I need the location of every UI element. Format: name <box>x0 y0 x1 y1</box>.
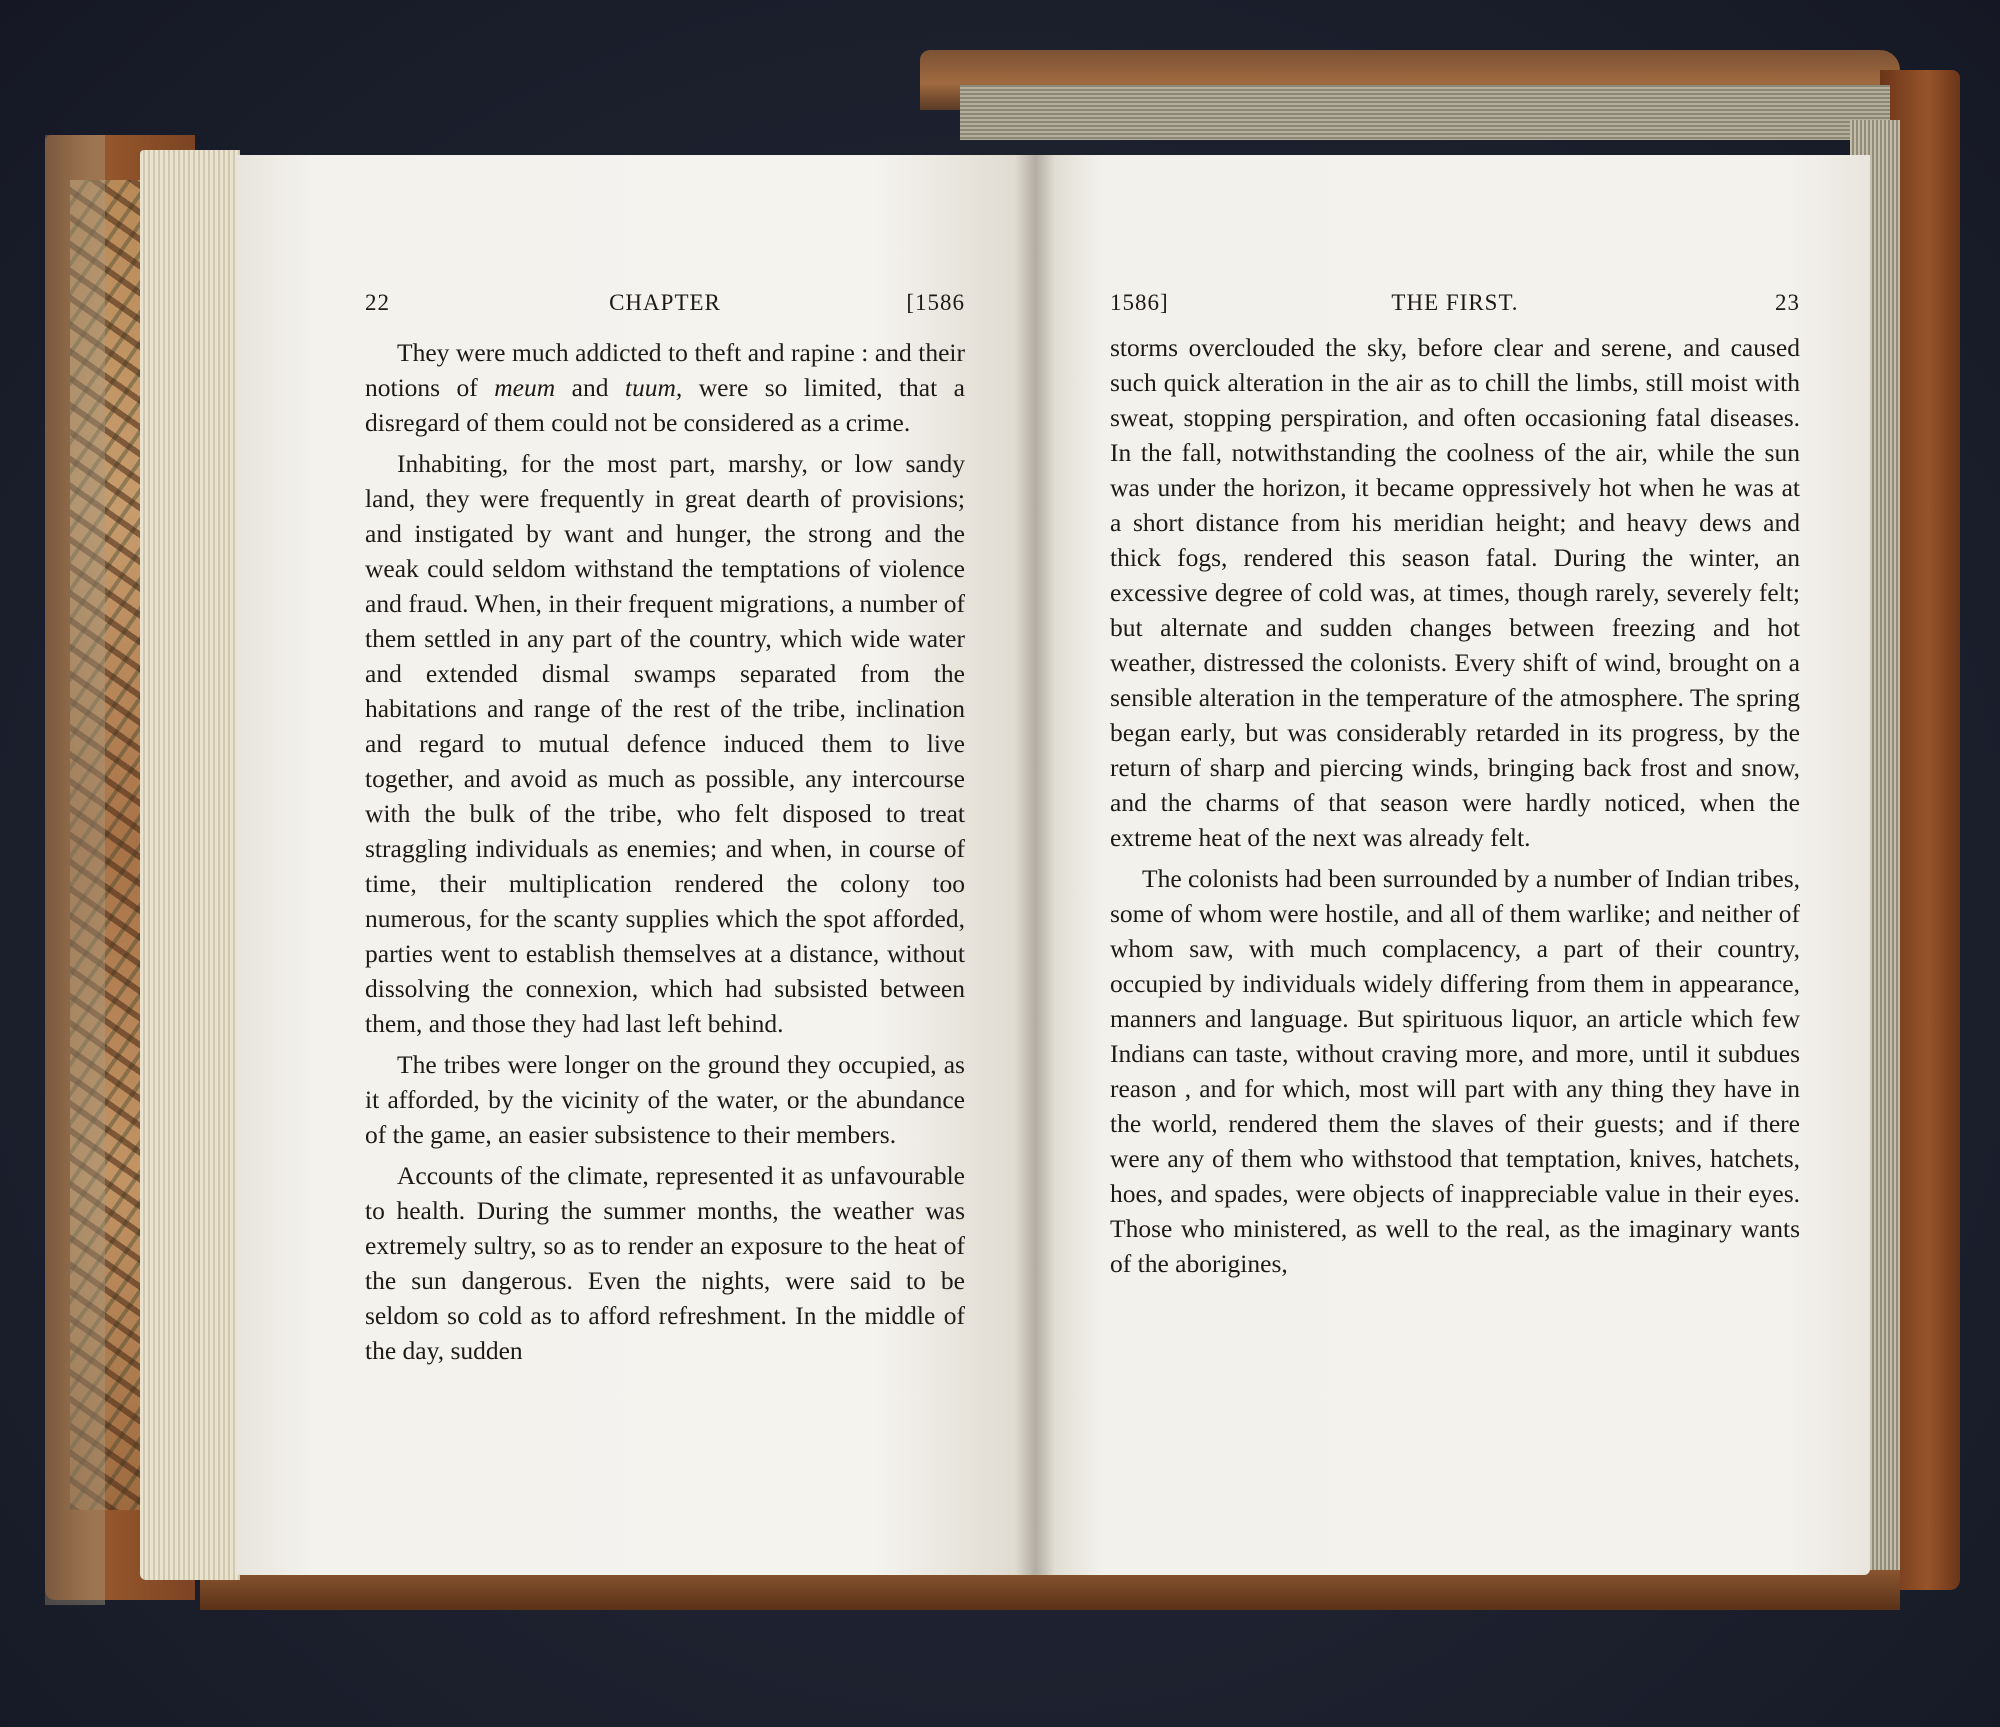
paragraph <box>365 1158 965 1368</box>
paragraph-text: Accounts of the climate, represented it as unfavourable to health. During the summer months, the weather was extremely sultry, so as to render an exposure to the heat of the sun dangerous. Even the nights, were said to be seldom so cold as to afford refreshment. In the middle of the day, sudden <box>365 1161 965 1365</box>
paragraph <box>365 1047 965 1152</box>
right-body-text <box>1110 330 1800 1281</box>
left-page-edges <box>140 150 240 1580</box>
paragraph-text: The tribes were longer on the ground they occupied, as it afforded, by the vicinity of the water, or the abundance of the game, an easier subsistence to their members. <box>365 1050 965 1149</box>
paragraph <box>365 335 965 440</box>
bottom-cover-edge <box>200 1570 1900 1610</box>
cloth-spine-edge <box>45 135 105 1605</box>
running-year: 1586] <box>1110 290 1169 315</box>
paragraph-text: were so limited, that a disregard of them could not be considered as a crime. <box>365 373 965 437</box>
running-title: THE FIRST. <box>1391 290 1519 315</box>
running-title: CHAPTER <box>609 290 721 315</box>
paragraph-text: storms overclouded the sky, before clear and serene, and caused such quick alteration in the air as to chill the limbs, still moist with sweat, stopping perspiration, and often occasioning fatal diseases. In the fall, notwithstanding the coolness of the air, while the sun was under the horizon, it became oppressively hot when he was at a short distance from his meridian height; and heavy dews and thick fogs, rendered this season fatal. During the winter, an excessive degree of cold was, at times, though rarely, severely felt; but alternate and sudden changes between freezing and hot weather, distressed the colonists. Every shift of wind, brought on a sensible alteration in the temperature of the atmosphere. The spring began early, but was considerably retarded in its progress, by the return of sharp and piercing winds, bringing back frost and snow, and the charms of that season were hardly noticed, when the extreme heat of the next was already felt. <box>1110 333 1800 852</box>
italic-term: tuum, <box>624 373 683 402</box>
right-running-head <box>1110 290 1800 322</box>
italic-term: meum <box>494 373 556 402</box>
top-page-edges <box>960 85 1890 140</box>
right-page <box>1035 155 1870 1575</box>
running-year: [1586 <box>906 290 965 315</box>
paragraph <box>365 446 965 1041</box>
left-page <box>235 155 1035 1575</box>
left-running-head <box>365 290 965 322</box>
paragraph-text: and <box>555 373 625 402</box>
page-number: 23 <box>1775 290 1800 315</box>
paragraph-text: The colonists had been surrounded by a number of Indian tribes, some of whom were hostile, and all of them warlike; and neither of whom saw, with much complacency, a part of their country, occupied by individuals widely differing from them in appearance, manners and language. But spirituous liquor, an article which few Indians can taste, without craving more, and more, until it subdues reason , and for which, most will part with any thing they have in the world, rendered them the slaves of their guests; and if there were any of them who withstood that temptation, knives, hatchets, hoes, and spades, were objects of inappreciable value in their eyes. Those who ministered, as well to the real, as the imaginary wants of the aborigines, <box>1110 864 1800 1278</box>
book-gutter <box>1015 155 1055 1575</box>
paragraph <box>1110 330 1800 855</box>
page-number: 22 <box>365 290 390 315</box>
left-body-text <box>365 335 965 1368</box>
paragraph <box>1110 861 1800 1281</box>
paragraph-text: Inhabiting, for the most part, marshy, or low sandy land, they were frequently in great dearth of provisions; and instigated by want and hunger, the strong and the weak could seldom withstand the temptations of violence and fraud. When, in their frequent migrations, a number of them settled in any part of the country, which wide water and extended dismal swamps separated from the habitations and range of the rest of the tribe, inclination and regard to mutual defence induced them to live together, and avoid as much as possible, any intercourse with the bulk of the tribe, who felt disposed to treat straggling individuals as enemies; and when, in course of time, their multiplication rendered the colony too numerous, for the scanty supplies which the spot afforded, parties went to establish themselves at a distance, without dissolving the connexion, which had subsisted between them, and those they had last left behind. <box>365 449 965 1038</box>
paragraph-text: They were much addicted to theft and rapine : and their notions of <box>365 338 965 402</box>
